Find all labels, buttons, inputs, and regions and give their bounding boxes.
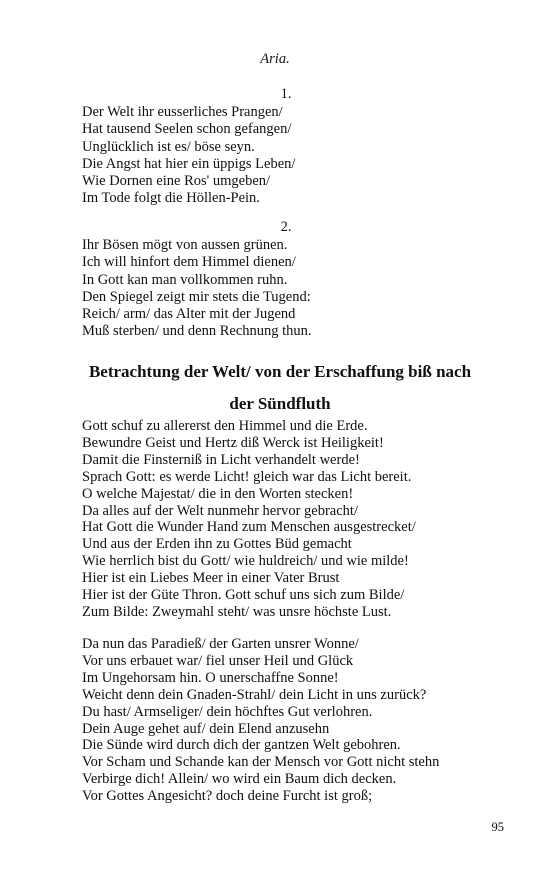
poem-line: Hier ist der Güte Thron. Gott schuf uns sich zum Bilde/: [82, 587, 405, 604]
heading-line-1: Betrachtung der Welt/ von der Erschaffung biß nach: [88, 362, 472, 381]
stanza-1: [82, 86, 490, 207]
poem-block-1: [82, 418, 510, 621]
heading-line-2: der Sündfluth: [229, 394, 331, 413]
stanza-line: Den Spiegel zeigt mir stets die Tugend:: [82, 288, 311, 305]
poem-line: Damit die Finsterniß in Licht verhandelt werde!: [82, 451, 360, 468]
stanza-line: Ihr Bösen mögt von aussen grünen.: [82, 237, 288, 254]
poem-line: Und aus der Erden ihn zu Gottes Büd gemacht: [82, 536, 352, 553]
stanza-line: Im Tode folgt die Höllen-Pein.: [82, 190, 260, 207]
stanza-line: Der Welt ihr eusserliches Prangen/: [82, 104, 283, 121]
poem-line: Bewundre Geist und Hertz diß Werck ist Heiligkeit!: [82, 434, 384, 451]
poem-line: Wie herrlich bist du Gott/ wie huldreich/ und wie milde!: [82, 553, 409, 570]
poem-line: Im Ungehorsam hin. O unerschaffne Sonne!: [82, 669, 339, 686]
poem-line: Dein Auge gehet auf/ dein Elend anzusehn: [82, 720, 330, 737]
stanza-line: In Gott kan man vollkommen ruhn.: [82, 271, 288, 288]
poem-line: Vor Gottes Angesicht? doch deine Furcht ist groß;: [82, 788, 373, 805]
poem-line: Du hast/ Armseliger/ dein höchftes Gut verlohren.: [82, 703, 373, 720]
stanza-2: [82, 219, 490, 340]
poem-line: Zum Bilde: Zweymahl steht/ was unsre höchste Lust.: [82, 603, 392, 620]
stanza-line: Hat tausend Seelen schon gefangen/: [82, 121, 292, 138]
poem-line: Hier ist ein Liebes Meer in einer Vater Brust: [82, 570, 340, 587]
stanza-line: Reich/ arm/ das Alter mit der Jugend: [82, 306, 296, 323]
stanza-line: Wie Dornen eine Ros' umgeben/: [82, 173, 271, 190]
stanza-line: Muß sterben/ und denn Rechnung thun.: [82, 323, 312, 340]
poem-line: Gott schuf zu allererst den Himmel und die Erde.: [82, 418, 368, 434]
poem-line: Verbirge dich! Allein/ wo wird ein Baum dich decken.: [82, 771, 397, 788]
poem-line: O welche Majestat/ die in den Worten stecken!: [82, 485, 354, 502]
poem-block-2: [82, 636, 510, 805]
section-heading: [60, 356, 500, 420]
poem-line: Da nun das Paradieß/ der Garten unsrer Wonne/: [82, 636, 359, 652]
poem-line: Da alles auf der Welt nunmehr hervor gebracht/: [82, 502, 358, 519]
stanza-line: Die Angst hat hier ein üppigs Leben/: [82, 155, 296, 172]
page-number: 95: [491, 820, 504, 834]
poem-line: Vor Scham und Schande kan der Mensch vor Gott nicht stehn: [82, 754, 440, 771]
stanza-number: 1.: [280, 86, 292, 102]
poem-line: Sprach Gott: es werde Licht! gleich war das Licht bereit.: [82, 468, 412, 485]
aria-title: Aria.: [260, 51, 290, 67]
stanza-line: Unglücklich ist es/ böse seyn.: [82, 138, 255, 155]
poem-line: Vor uns erbauet war/ fiel unser Heil und Glück: [82, 652, 354, 669]
poem-line: Hat Gott die Wunder Hand zum Menschen ausgestrecket/: [82, 519, 416, 536]
poem-line: Die Sünde wird durch dich der gantzen Welt gebohren.: [82, 737, 401, 754]
stanza-line: Ich will hinfort dem Himmel dienen/: [82, 254, 296, 271]
poem-line: Weicht denn dein Gnaden-Strahl/ dein Licht in uns zurück?: [82, 686, 427, 703]
stanza-number: 2.: [280, 219, 292, 235]
